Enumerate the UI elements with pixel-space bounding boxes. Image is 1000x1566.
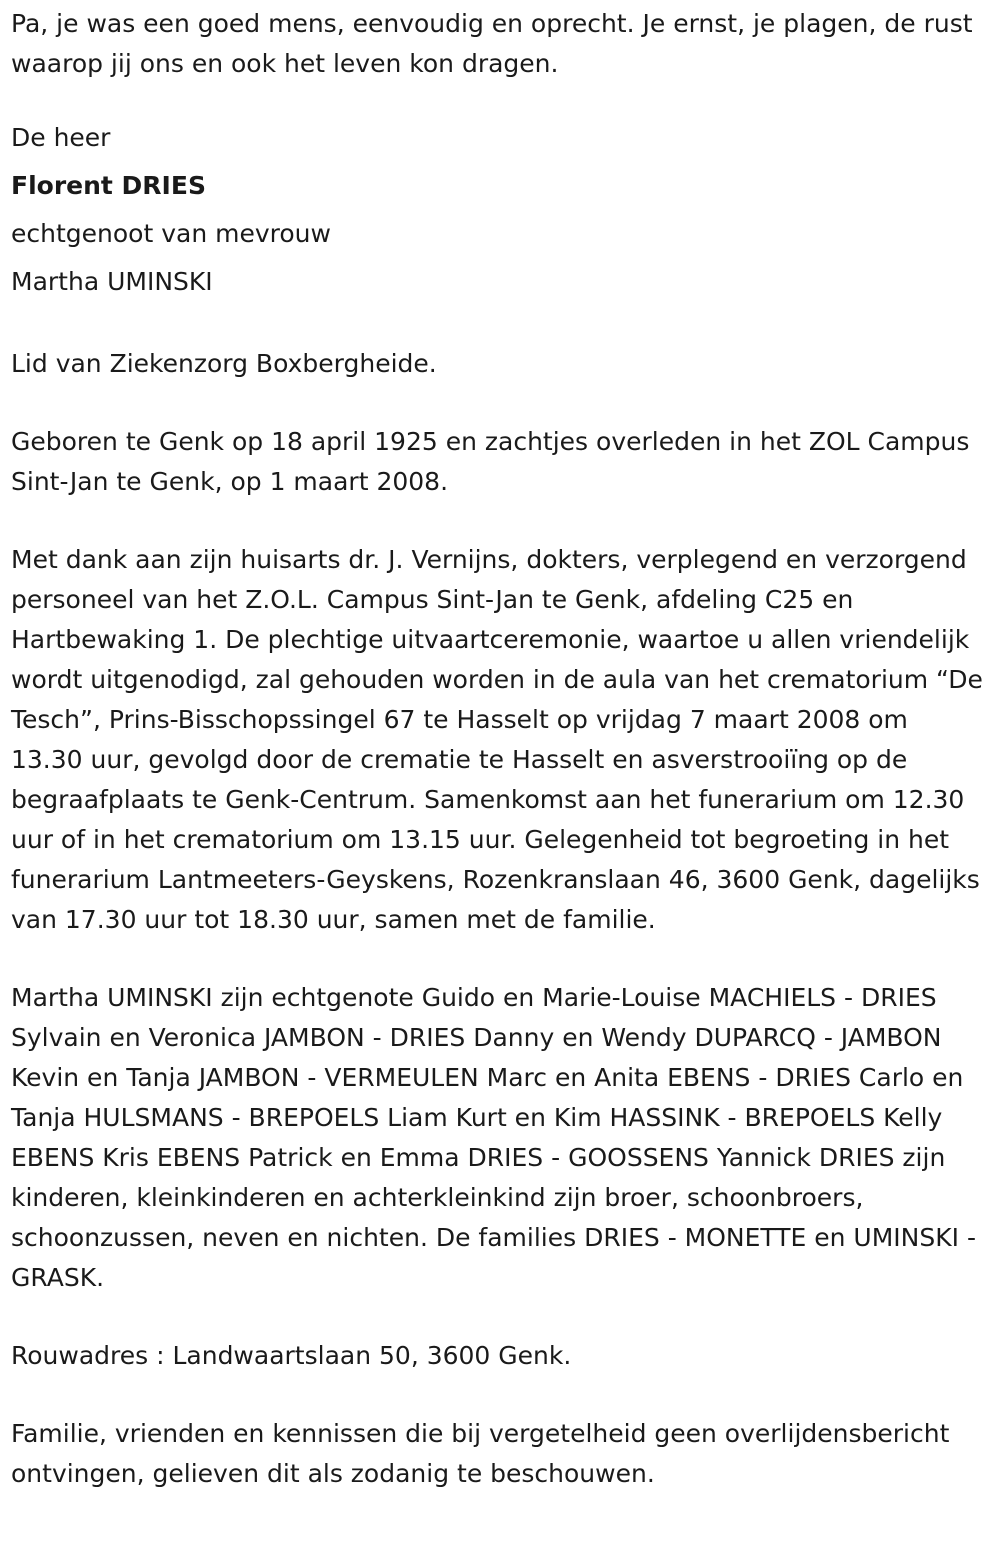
title-prefix: De heer [11,123,111,152]
spouse-intro: echtgenoot van mevrouw [11,219,331,248]
family-text: Martha UMINSKI zijn echtgenote Guido en Marie-Louise MACHIELS - DRIES Sylvain en Veronica JAMBON - DRIES Danny en Wendy DUPARCQ - JAMBON Kevin en Tanja JAMBON - VERMEULEN Marc en Anita EBENS - DRIES Carlo en Tanja HULSMANS - BREPOELS Liam Kurt en Kim HASSINK - BREPOELS Kelly EBENS Kris EBENS Patrick en Emma DRIES - GOOSSENS Yannick DRIES zijn kinderen, kleinkinderen en achterkleinkind zijn broer, schoonbroers, schoonzussen, neven en nichten. De families DRIES - MONETTE en UMINSKI - GRASK. [11,983,976,1292]
deceased-name: Florent DRIES [11,171,206,200]
address-text: Rouwadres : Landwaartslaan 50, 3600 Genk. [11,1341,572,1370]
closing-text: Familie, vrienden en kennissen die bij vergetelheid geen overlijdensbericht ontvingen, gelieven dit als zodanig te beschouwen. [11,1419,950,1488]
membership-text: Lid van Ziekenzorg Boxbergheide. [11,349,437,378]
ceremony-text: Met dank aan zijn huisarts dr. J. Vernijns, dokters, verplegend en verzorgend personeel van het Z.O.L. Campus Sint-Jan te Genk, afdeling C25 en Hartbewaking 1. De plechtige uitvaartceremonie, waartoe u allen vriendelijk wordt uitgenodigd, zal gehouden worden in de aula van het crematorium “De Tesch”, Prins-Bisschopssingel 67 te Hasselt op vrijdag 7 maart 2008 om 13.30 uur, gevolgd door de crematie te Hasselt en asverstrooiïng op de begraafplaats te Genk-Centrum. Samenkomst aan het funerarium om 12.30 uur of in het crematorium om 13.15 uur. Gelegenheid tot begroeting in het funerarium Lantmeeters-Geyskens, Rozenkranslaan 46, 3600 Genk, dagelijks van 17.30 uur tot 18.30 uur, samen met de familie. [11,545,983,934]
deceased-block [11,114,986,306]
spouse-name: Martha UMINSKI [11,267,213,296]
birth-death-text: Geboren te Genk op 18 april 1925 en zachtjes overleden in het ZOL Campus Sint-Jan te Genk, op 1 maart 2008. [11,427,970,496]
opening-verse: Pa, je was een goed mens, eenvoudig en oprecht. Je ernst, je plagen, de rust waarop jij ons en ook het leven kon dragen. [11,9,973,78]
